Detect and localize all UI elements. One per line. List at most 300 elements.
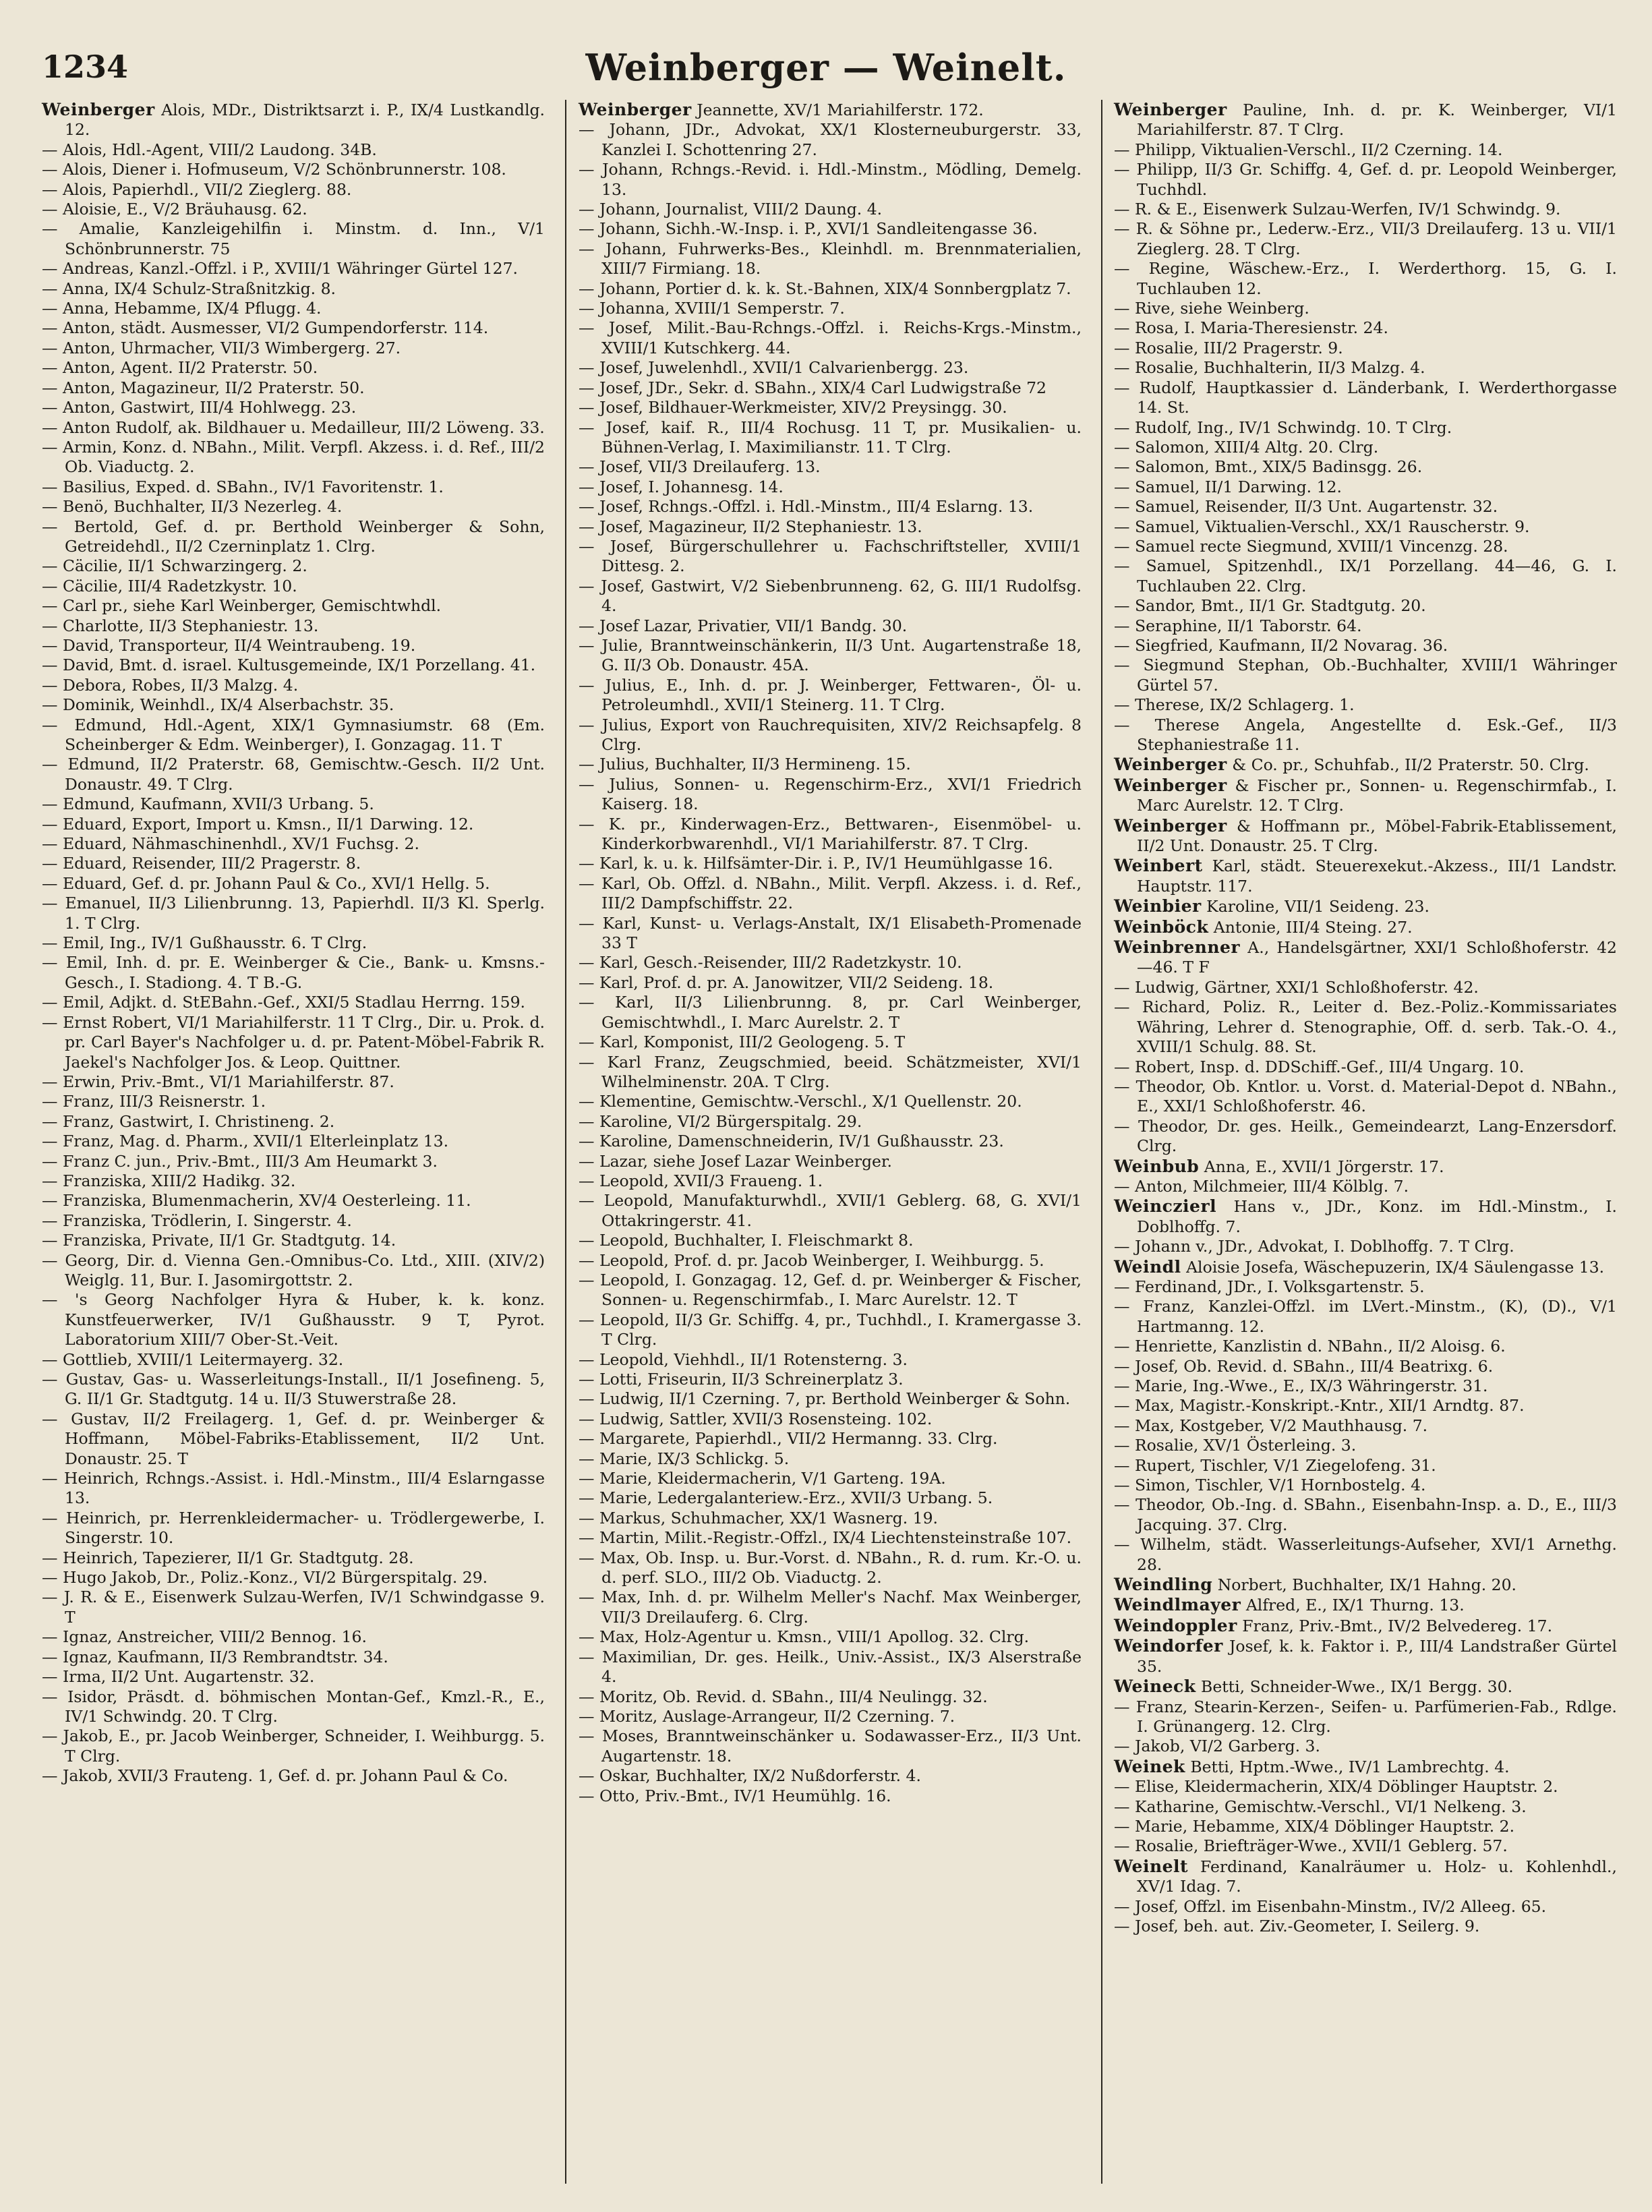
entry-text: — Ignaz, Kaufmann, II/3 Rembrandtstr. 34. <box>42 1647 388 1666</box>
entry-text: — Julius, Export von Rauchrequisiten, XIV/2 Reichsapfelg. 8 Clrg. <box>579 715 1082 754</box>
entry-text: — Rosa, I. Maria-Theresienstr. 24. <box>1114 318 1388 338</box>
directory-entry <box>1114 1737 1617 1756</box>
directory-entry <box>42 596 545 616</box>
directory-entry <box>579 1726 1082 1766</box>
column-divider <box>565 100 566 2184</box>
directory-entry <box>579 219 1082 239</box>
directory-entry <box>579 1032 1082 1052</box>
directory-entry <box>42 755 545 794</box>
entry-text: — Katharine, Gemischtw.-Verschl., VI/1 Nelkeng. 3. <box>1114 1797 1527 1816</box>
directory-entry <box>1114 477 1617 497</box>
directory-entry <box>579 239 1082 279</box>
entry-surname: Weindorfer <box>1114 1636 1223 1656</box>
entry-text: — Erwin, Priv.-Bmt., VI/1 Mariahilferstr. 87. <box>42 1072 394 1091</box>
entry-text: — Leopold, Manufakturwhdl., XVII/1 Geblerg. 68, G. XVI/1 Ottakringerstr. 41. <box>579 1191 1082 1230</box>
entry-text: — Johann, Rchngs.-Revid. i. Hdl.-Minstm., Mödling, Demelg. 13. <box>579 160 1082 199</box>
directory-entry <box>42 100 545 140</box>
entry-text: — Anton Rudolf, ak. Bildhauer u. Medailleur, III/2 Löweng. 33. <box>42 417 545 437</box>
entry-text: — Henriette, Kanzlistin d. NBahn., II/2 Aloisg. 6. <box>1114 1337 1506 1356</box>
directory-entry <box>42 794 545 814</box>
page-number: 1234 <box>42 49 129 85</box>
entry-text: Karoline, VII/1 Seideng. 23. <box>1201 897 1429 916</box>
directory-entry <box>579 1707 1082 1726</box>
entry-text: — Moritz, Ob. Revid. d. SBahn., III/4 Neulingg. 32. <box>579 1687 988 1706</box>
entry-text: — Franz C. jun., Priv.-Bmt., III/3 Am Heumarkt 3. <box>42 1151 438 1171</box>
entry-text: — Edmund, Hdl.-Agent, XIX/1 Gymnasiumstr. 68 (Em. Scheinberger & Edm. Weinberger), I. Gonzagag. 11. T <box>42 715 545 754</box>
entry-surname: Weinelt <box>1114 1856 1189 1876</box>
entry-text: — Rosalie, XV/1 Österleing. 3. <box>1114 1436 1357 1455</box>
directory-entry <box>1114 1476 1617 1495</box>
entry-text: — Julie, Branntweinschänkerin, II/3 Unt. Augartenstraße 18, G. II/3 Ob. Donaustr. 45A. <box>579 635 1082 675</box>
entry-text: — Leopold, Prof. d. pr. Jacob Weinberger, I. Weihburgg. 5. <box>579 1250 1044 1270</box>
entry-text: — Marie, Ledergalanteriew.-Erz., XVII/3 Urbang. 5. <box>579 1488 993 1508</box>
directory-entry <box>42 1152 545 1171</box>
directory-entry <box>579 100 1082 120</box>
directory-entry <box>42 477 545 497</box>
directory-entry <box>42 1290 545 1349</box>
directory-entry <box>42 1013 545 1072</box>
directory-entry <box>1114 299 1617 318</box>
directory-entry <box>579 1251 1082 1271</box>
entry-text: — Franziska, Private, II/1 Gr. Stadtgutg. 14. <box>42 1231 396 1250</box>
entry-text: — Hugo Jakob, Dr., Poliz.-Konz., VI/2 Bürgerspitalg. 29. <box>42 1568 488 1588</box>
directory-entry <box>1114 1616 1617 1636</box>
entry-text: — Emil, Adjkt. d. StEBahn.-Gef., XXI/5 Stadlau Herrng. 159. <box>42 993 526 1012</box>
entry-text: Jeannette, XV/1 Mariahilferstr. 172. <box>691 100 984 119</box>
entry-text: — Anton, Agent. II/2 Praterstr. 50. <box>42 358 318 378</box>
entry-text: — Karl, Prof. d. pr. A. Janowitzer, VII/2 Seideng. 18. <box>579 972 994 992</box>
entry-text: — Moses, Branntweinschänker u. Sodawasser-Erz., II/3 Unt. Augartenstr. 18. <box>579 1726 1082 1766</box>
directory-entry <box>579 953 1082 972</box>
directory-entry <box>579 636 1082 676</box>
entry-text: — R. & E., Eisenwerk Sulzau-Werfen, IV/1 Schwindg. 9. <box>1114 200 1561 219</box>
entry-text: — Emil, Inh. d. pr. E. Weinberger & Cie., Bank- u. Kmsns.-Gesch., I. Stadiong. 4. T B.-G. <box>42 953 545 992</box>
directory-entry <box>579 1271 1082 1310</box>
entry-text: — Aloisie, E., V/2 Bräuhausg. 62. <box>42 200 307 219</box>
directory-entry <box>42 140 545 160</box>
entry-text: — Markus, Schuhmacher, XX/1 Wasnerg. 19. <box>579 1508 939 1527</box>
directory-entry <box>579 378 1082 398</box>
entry-text: — Johann, Fuhrwerks-Bes., Kleinhdl. m. Brennmaterialien, XIII/7 Firmiang. 18. <box>579 239 1082 279</box>
directory-entry <box>42 1409 545 1469</box>
directory-entry <box>1114 556 1617 596</box>
entry-text: — Eduard, Reisender, III/2 Pragerstr. 8. <box>42 854 361 873</box>
directory-entry <box>42 160 545 179</box>
entry-text: — Anton, Magazineur, II/2 Praterstr. 50. <box>42 378 365 397</box>
entry-text: — Josef, Bürgerschullehrer u. Fachschriftsteller, XVIII/1 Dittesg. 2. <box>579 536 1082 576</box>
directory-entry <box>579 1469 1082 1488</box>
entry-text: — Basilius, Exped. d. SBahn., IV/1 Favoritenstr. 1. <box>42 477 444 496</box>
entry-text: — Franz, Gastwirt, I. Christineng. 2. <box>42 1111 335 1131</box>
directory-entry <box>1114 636 1617 656</box>
entry-text: — Rive, siehe Weinberg. <box>1114 299 1309 318</box>
directory-entry <box>579 358 1082 378</box>
directory-entry <box>42 1171 545 1191</box>
directory-entry <box>42 180 545 200</box>
directory-entry <box>579 775 1082 815</box>
entry-text: — Julius, Buchhalter, II/3 Hermineng. 15. <box>579 755 911 774</box>
entry-text: — Andreas, Kanzl.-Offzl. i P., XVIII/1 Währinger Gürtel 127. <box>42 259 519 279</box>
entry-text: — Ludwig, Sattler, XVII/3 Rosensteing. 102. <box>579 1409 933 1428</box>
entry-text: Josef, k. k. Faktor i. P., III/4 Landstraßer Gürtel 35. <box>1137 1637 1617 1676</box>
directory-entry <box>1114 1177 1617 1196</box>
directory-entry <box>42 1211 545 1231</box>
directory-entry <box>1114 1297 1617 1337</box>
entry-text: — Karl, Gesch.-Reisender, III/2 Radetzkystr. 10. <box>579 953 962 972</box>
entry-text: — Max, Ob. Insp. u. Bur.-Vorst. d. NBahn., R. d. rum. Kr.-O. u. d. perf. SLO., III/2 Ob. Viaductg. 2. <box>579 1548 1082 1588</box>
directory-entry <box>579 1786 1082 1806</box>
directory-entry <box>1114 1575 1617 1595</box>
entry-text: — Salomon, Bmt., XIX/5 Badinsgg. 26. <box>1114 457 1423 477</box>
directory-entry <box>42 418 545 438</box>
entry-text: — Leopold, II/3 Gr. Schiffg. 4, pr., Tuchhdl., I. Kramergasse 3. T Clrg. <box>579 1310 1082 1349</box>
directory-entry <box>579 1191 1082 1231</box>
entry-text: — Isidor, Präsdt. d. böhmischen Montan-Gef., Kmzl.-R., E., IV/1 Schwindg. 20. T Clrg. <box>42 1687 545 1726</box>
directory-entry <box>1114 1917 1617 1936</box>
directory-entry <box>1114 537 1617 556</box>
entry-text: — Johann v., JDr., Advokat, I. Doblhoffg. 7. T Clrg. <box>1114 1237 1514 1256</box>
directory-entry <box>42 1766 545 1786</box>
entry-text: — Johann, JDr., Advokat, XX/1 Klosterneuburgerstr. 33, Kanzlei I. Schottenring 27. <box>579 120 1082 159</box>
directory-entry <box>42 1568 545 1588</box>
entry-text: — Leopold, Viehhdl., II/1 Rotensterng. 3. <box>579 1349 908 1369</box>
directory-entry <box>1114 1436 1617 1455</box>
entry-text: — Robert, Insp. d. DDSchiff.-Gef., III/4 Ungarg. 10. <box>1114 1057 1525 1076</box>
directory-entry <box>579 1152 1082 1171</box>
entry-text: — Alois, Hdl.-Agent, VIII/2 Laudong. 34B. <box>42 140 377 159</box>
directory-entry <box>42 1627 545 1647</box>
directory-entry <box>1114 1337 1617 1356</box>
entry-surname: Weindl <box>1114 1256 1181 1277</box>
entry-text: — Max, Magistr.-Konskript.-Kntr., XII/1 Arndtg. 87. <box>1114 1396 1525 1416</box>
entry-text: — Josef, kaif. R., III/4 Rochusg. 11 T, pr. Musikalien- u. Bühnen-Verlag, I. Maximilianstr. 11. T Clrg. <box>579 417 1082 457</box>
entry-text: — Benö, Buchhalter, II/3 Nezerleg. 4. <box>42 497 343 517</box>
entry-text: — Karl Franz, Zeugschmied, beeid. Schätzmeister, XVI/1 Wilhelminenstr. 20A. T Clrg. <box>579 1052 1082 1091</box>
entry-text: — Carl pr., siehe Karl Weinberger, Gemischtwhdl. <box>42 596 442 616</box>
entry-text: — Gustav, II/2 Freilagerg. 1, Gef. d. pr. Weinberger & Hoffmann, Möbel-Fabriks-Etablissement, II/2 Unt. Donaustr. 25. T <box>42 1409 545 1468</box>
entry-text: — Josef, Bildhauer-Werkmeister, XIV/2 Preysingg. 30. <box>579 398 1007 417</box>
entry-text: Hans v., JDr., Konz. im Hdl.-Minstm., I. Doblhoffg. 7. <box>1137 1197 1617 1236</box>
directory-entry <box>42 894 545 933</box>
entry-text: — Jakob, XVII/3 Frauteng. 1, Gef. d. pr. Johann Paul & Co. <box>42 1766 508 1786</box>
entry-text: — Siegfried, Kaufmann, II/2 Novarag. 36. <box>1114 635 1448 655</box>
entry-text: — Franziska, Blumenmacherin, XV/4 Oesterleing. 11. <box>42 1191 471 1211</box>
directory-entry <box>42 1370 545 1409</box>
directory-entry <box>42 695 545 715</box>
entry-text: — Salomon, XIII/4 Altg. 20. Clrg. <box>1114 437 1379 457</box>
directory-entry <box>579 973 1082 993</box>
directory-entry <box>42 1588 545 1627</box>
entry-text: — Marie, IX/3 Schlickg. 5. <box>579 1449 790 1468</box>
directory-entry <box>579 874 1082 914</box>
directory-entry <box>579 1528 1082 1548</box>
directory-entry <box>1114 1777 1617 1797</box>
page-title: Weinberger — Weinelt. <box>585 46 1067 89</box>
entry-text: — Franz, Kanzlei-Offzl. im LVert.-Minstm., (K), (D)., V/1 Hartmanng. 12. <box>1114 1297 1617 1336</box>
entry-text: — Maximilian, Dr. ges. Heilk., Univ.-Assist., IX/3 Alserstraße 4. <box>579 1647 1082 1687</box>
entry-text: Alois, MDr., Distriktsarzt i. P., IX/4 Lustkandlg. 12. <box>65 100 545 140</box>
entry-text: — K. pr., Kinderwagen-Erz., Bettwaren-, Eisenmöbel- u. Kinderkorbwarenhdl., VI/1 Mariahilferstr. 87. T Clrg. <box>579 814 1082 854</box>
directory-entry <box>42 279 545 299</box>
entry-text: — Theodor, Ob.-Ing. d. SBahn., Eisenbahn-Insp. a. D., E., III/3 Jacquing. 37. Clrg. <box>1114 1495 1617 1534</box>
directory-entry <box>579 160 1082 200</box>
directory-entry <box>1114 339 1617 358</box>
entry-text: — Rosalie, Buchhalterin, II/3 Malzg. 4. <box>1114 358 1425 378</box>
directory-entry <box>579 279 1082 299</box>
entry-text: — Josef, Magazineur, II/2 Stephaniestr. 13. <box>579 517 922 536</box>
directory-entry <box>1114 1396 1617 1416</box>
entry-surname: Weinberger <box>1114 100 1227 119</box>
directory-entry <box>1114 378 1617 418</box>
directory-entry <box>579 616 1082 636</box>
entry-text: Alfred, E., IX/1 Thurng. 13. <box>1241 1596 1465 1615</box>
directory-entry <box>579 1132 1082 1151</box>
entry-text: — Rudolf, Ing., IV/1 Schwindg. 10. T Clrg. <box>1114 417 1452 437</box>
directory-entry <box>42 1132 545 1151</box>
directory-entry <box>42 378 545 398</box>
directory-entry <box>579 457 1082 477</box>
entry-surname: Weindlmayer <box>1114 1595 1241 1615</box>
directory-entry <box>1114 896 1617 916</box>
directory-entry <box>579 1389 1082 1409</box>
entry-text: Betti, Schneider-Wwe., IX/1 Bergg. 30. <box>1196 1677 1513 1697</box>
directory-entry <box>42 1350 545 1370</box>
entry-text: — Josef, Milit.-Bau-Rchngs.-Offzl. i. Reichs-Krgs.-Minstm., XVIII/1 Kutschkerg. 44. <box>579 318 1082 357</box>
entry-text: — Heinrich, pr. Herrenkleidermacher- u. Trödlergewerbe, I. Singerstr. 10. <box>42 1508 545 1548</box>
directory-entry <box>1114 358 1617 378</box>
directory-entry <box>42 933 545 953</box>
entry-surname: Weinczierl <box>1114 1196 1217 1217</box>
directory-entry <box>42 716 545 755</box>
entry-text: — Rosalie, Briefträger-Wwe., XVII/1 Geblerg. 57. <box>1114 1836 1508 1856</box>
directory-entry <box>1114 438 1617 457</box>
directory-entry <box>1114 716 1617 755</box>
entry-surname: Weinbert <box>1114 856 1203 876</box>
directory-entry <box>579 1350 1082 1370</box>
directory-entry <box>1114 1857 1617 1897</box>
entry-text: — Marie, Hebamme, XIX/4 Döblinger Hauptstr. 2. <box>1114 1816 1515 1836</box>
directory-entry <box>1114 997 1617 1057</box>
entry-text: Franz, Priv.-Bmt., IV/2 Belvedereg. 17. <box>1237 1616 1553 1635</box>
directory-entry <box>1114 656 1617 695</box>
entry-text: — Ferdinand, JDr., I. Volksgartenstr. 5. <box>1114 1277 1425 1296</box>
directory-entry <box>1114 856 1617 896</box>
entry-text: & Hoffmann pr., Möbel-Fabrik-Etablissement, II/2 Unt. Donaustr. 25. T Clrg. <box>1137 816 1617 856</box>
entry-text: — Heinrich, Tapezierer, II/1 Gr. Stadtgutg. 28. <box>42 1548 414 1567</box>
directory-entry <box>579 537 1082 577</box>
directory-entry <box>42 1687 545 1727</box>
directory-entry <box>579 1370 1082 1389</box>
directory-entry <box>579 914 1082 954</box>
directory-entry <box>579 497 1082 517</box>
entry-text: — Elise, Kleidermacherin, XIX/4 Döblinger Hauptstr. 2. <box>1114 1777 1558 1797</box>
directory-entry <box>1114 219 1617 259</box>
directory-entry <box>579 1429 1082 1449</box>
directory-entry <box>42 636 545 656</box>
entry-surname: Weindling <box>1114 1575 1213 1595</box>
directory-entry <box>579 676 1082 716</box>
entry-text: — Franziska, Trödlerin, I. Singerstr. 4. <box>42 1211 352 1230</box>
entry-text: — Samuel recte Siegmund, XVIII/1 Vincenzg. 28. <box>1114 536 1508 556</box>
entry-text: — Jakob, VI/2 Garberg. 3. <box>1114 1737 1320 1756</box>
directory-entry <box>579 1548 1082 1588</box>
directory-entry <box>579 716 1082 755</box>
directory-entry <box>1114 616 1617 636</box>
entry-surname: Weinbub <box>1114 1156 1200 1176</box>
entry-text: — Emil, Ing., IV/1 Gußhausstr. 6. T Clrg. <box>42 933 367 953</box>
entry-text: — Simon, Tischler, V/1 Hornbostelg. 4. <box>1114 1476 1426 1495</box>
directory-entry <box>1114 1057 1617 1077</box>
directory-entry <box>579 1231 1082 1250</box>
entry-text: — Therese Angela, Angestellte d. Esk.-Gef., II/3 Stephaniestraße 11. <box>1114 715 1617 754</box>
directory-entry <box>579 1409 1082 1429</box>
directory-entry <box>42 318 545 338</box>
directory-entry <box>1114 978 1617 997</box>
entry-text: — Margarete, Papierhdl., VII/2 Hermanng. 33. Clrg. <box>579 1429 998 1449</box>
entry-text: — Emanuel, II/3 Lilienbrunng. 13, Papierhdl. II/3 Kl. Sperlg. 1. T Clrg. <box>42 894 545 933</box>
directory-entry <box>1114 517 1617 537</box>
entry-text: — Ludwig, II/1 Czerning. 7, pr. Berthold Weinberger & Sohn. <box>579 1389 1071 1409</box>
directory-entry <box>42 1112 545 1132</box>
entry-surname: Weinberger <box>1114 755 1227 775</box>
entry-text: — Eduard, Export, Import u. Kmsn., II/1 Darwing. 12. <box>42 814 474 834</box>
entry-text: — Irma, II/2 Unt. Augartenstr. 32. <box>42 1667 315 1687</box>
directory-entry <box>579 120 1082 160</box>
directory-entry <box>42 299 545 318</box>
entry-text: — 's Georg Nachfolger Hyra & Huber, k. k. konz. Kunstfeuerwerker, IV/1 Gußhausstr. 9 T, Pyrot. Laboratorium XIII/7 Ober-St.-Veit. <box>42 1290 545 1349</box>
directory-entry <box>579 1687 1082 1707</box>
entry-text: — Max, Inh. d. pr. Wilhelm Meller's Nachf. Max Weinberger, VII/3 Dreilauferg. 6. Clrg. <box>579 1588 1082 1627</box>
directory-entry <box>1114 160 1617 200</box>
entry-text: Ferdinand, Kanalräumer u. Holz- u. Kohlenhdl., XV/1 Idag. 7. <box>1137 1857 1617 1896</box>
entry-text: — Ernst Robert, VI/1 Mariahilferstr. 11 T Clrg., Dir. u. Prok. d. pr. Carl Bayer's Nachfolger u. d. pr. Patent-Möbel-Fabrik R. Jaekel's Nachfolger Jos. & Leop. Quittner. <box>42 1012 545 1072</box>
entry-text: — Amalie, Kanzleigehilfin i. Minstm. d. Inn., V/1 Schönbrunnerstr. 75 <box>42 219 545 258</box>
directory-entry <box>1114 140 1617 160</box>
column-1 <box>42 100 545 1786</box>
entry-surname: Weineck <box>1114 1677 1196 1697</box>
directory-entry <box>579 1449 1082 1469</box>
entry-text: — Josef, I. Johannesg. 14. <box>579 477 784 496</box>
directory-entry <box>42 577 545 596</box>
directory-entry <box>579 200 1082 219</box>
directory-entry <box>42 339 545 358</box>
entry-text: — Anna, Hebamme, IX/4 Pflugg. 4. <box>42 299 322 318</box>
entry-text: — Anton, Gastwirt, III/4 Hohlwegg. 23. <box>42 398 357 417</box>
entry-surname: Weinbrenner <box>1114 937 1241 958</box>
directory-entry <box>579 993 1082 1032</box>
entry-text: — Franz, Stearin-Kerzen-, Seifen- u. Parfümerien-Fab., Rdlge. I. Grünangerg. 12. Clrg. <box>1114 1697 1617 1736</box>
directory-entry <box>579 418 1082 458</box>
entry-surname: Weindoppler <box>1114 1615 1237 1635</box>
entry-text: — Lazar, siehe Josef Lazar Weinberger. <box>579 1151 893 1171</box>
entry-text: — Cäcilie, III/4 Radetzkystr. 10. <box>42 576 297 595</box>
entry-text: — Franziska, XIII/2 Hadikg. 32. <box>42 1171 296 1190</box>
entry-text: — Karl, Ob. Offzl. d. NBahn., Milit. Verpfl. Akzess. i. d. Ref., III/2 Dampfschiffstr. 22. <box>579 873 1082 913</box>
entry-text: — Johann, Journalist, VIII/2 Daung. 4. <box>579 200 883 219</box>
entry-text: — Karl, Komponist, III/2 Geologeng. 5. T <box>579 1032 906 1052</box>
directory-entry <box>42 854 545 873</box>
entry-text: — Philipp, II/3 Gr. Schiffg. 4, Gef. d. pr. Leopold Weinberger, Tuchhdl. <box>1114 160 1617 199</box>
directory-entry <box>42 1548 545 1568</box>
entry-text: — David, Bmt. d. israel. Kultusgemeinde, IX/1 Porzellang. 41. <box>42 656 536 675</box>
entry-surname: Weinberger <box>1114 775 1227 795</box>
directory-entry <box>42 219 545 259</box>
entry-text: — Armin, Konz. d. NBahn., Milit. Verpfl. Akzess. i. d. Ref., III/2 Ob. Viaductg. 2. <box>42 437 545 477</box>
entry-text: — Anton, Uhrmacher, VII/3 Wimbergerg. 27. <box>42 338 401 357</box>
entry-text: — Julius, Sonnen- u. Regenschirm-Erz., XVI/1 Friedrich Kaiserg. 18. <box>579 774 1082 814</box>
entry-text: — Leopold, I. Gonzagag. 12, Gef. d. pr. Weinberger & Fischer, Sonnen- u. Regenschirmfab., I. Marc Aurelstr. 12. T <box>579 1270 1082 1310</box>
entry-text: — Max, Kostgeber, V/2 Mauthhausg. 7. <box>1114 1416 1428 1435</box>
entry-text: Antonie, III/4 Steing. 27. <box>1208 917 1413 937</box>
directory-entry <box>1114 1456 1617 1476</box>
directory-entry <box>42 398 545 417</box>
entry-text: — Max, Holz-Agentur u. Kmsn., VIII/1 Apollog. 32. Clrg. <box>579 1627 1030 1647</box>
directory-entry <box>579 477 1082 497</box>
directory-entry <box>42 438 545 477</box>
directory-entry <box>1114 816 1617 856</box>
entry-text: — Martin, Milit.-Registr.-Offzl., IX/4 Liechtensteinstraße 107. <box>579 1528 1072 1548</box>
entry-text: — Josef Lazar, Privatier, VII/1 Bandg. 30. <box>579 616 908 635</box>
entry-surname: Weinbier <box>1114 896 1202 916</box>
directory-entry <box>1114 318 1617 338</box>
directory-entry <box>579 1053 1082 1093</box>
directory-entry <box>42 1509 545 1548</box>
directory-entry <box>42 497 545 517</box>
directory-entry <box>1114 1636 1617 1677</box>
entry-surname: Weinek <box>1114 1756 1185 1776</box>
entry-text: — Samuel, II/1 Darwing. 12. <box>1114 477 1342 496</box>
directory-entry <box>579 1488 1082 1508</box>
directory-entry <box>1114 1277 1617 1297</box>
entry-text: — Josef, VII/3 Dreilauferg. 13. <box>579 457 821 477</box>
directory-entry <box>1114 1897 1617 1917</box>
directory-entry <box>42 616 545 636</box>
entry-text: — Johann, Sichh.-W.-Insp. i. P., XVI/1 Sandleitengasse 36. <box>579 219 1038 239</box>
directory-entry <box>42 1726 545 1766</box>
directory-entry <box>42 874 545 894</box>
directory-entry <box>1114 1077 1617 1117</box>
directory-entry <box>1114 100 1617 140</box>
directory-entry <box>1114 1757 1617 1777</box>
entry-text: — Anton, Milchmeier, III/4 Kölblg. 7. <box>1114 1176 1409 1196</box>
entry-text: — Rudolf, Hauptkassier d. Länderbank, I. Werderthorgasse 14. St. <box>1114 378 1617 417</box>
directory-entry <box>42 556 545 576</box>
directory-entry <box>42 815 545 834</box>
entry-text: — Regine, Wäschew.-Erz., I. Werderthorg. 15, G. I. Tuchlauben 12. <box>1114 259 1617 298</box>
entry-text: — Therese, IX/2 Schlagerg. 1. <box>1114 695 1355 715</box>
directory-entry <box>1114 1697 1617 1737</box>
directory-entry <box>1114 1535 1617 1575</box>
entry-text: — Leopold, XVII/3 Fraueng. 1. <box>579 1171 823 1190</box>
entry-text: Anna, E., XVII/1 Jörgerstr. 17. <box>1199 1157 1444 1176</box>
directory-entry <box>579 1627 1082 1647</box>
entry-text: — Johann, Portier d. k. k. St.-Bahnen, XIX/4 Sonnbergplatz 7. <box>579 279 1071 298</box>
directory-entry <box>1114 937 1617 978</box>
entry-text: — Franz, Mag. d. Pharm., XVII/1 Elterleinplatz 13. <box>42 1132 449 1151</box>
entry-text: — Bertold, Gef. d. pr. Berthold Weinberger & Sohn, Getreidehdl., II/2 Czerninplatz 1. Clrg. <box>42 517 545 556</box>
entry-text: — Anna, IX/4 Schulz-Straßnitzkig. 8. <box>42 279 336 298</box>
entry-text: — Georg, Dir. d. Vienna Gen.-Omnibus-Co. Ltd., XIII. (XIV/2) Weiglg. 11, Bur. I. Jasomirgottstr. 2. <box>42 1250 545 1289</box>
entry-text: — Debora, Robes, II/3 Malzg. 4. <box>42 675 299 695</box>
directory-entry <box>1114 418 1617 438</box>
entry-surname: Weinberger <box>1114 815 1227 836</box>
directory-entry <box>579 1588 1082 1627</box>
entry-text: — Rosalie, III/2 Pragerstr. 9. <box>1114 338 1343 357</box>
entry-text: — Cäcilie, II/1 Schwarzingerg. 2. <box>42 556 307 576</box>
entry-text: — Jakob, E., pr. Jacob Weinberger, Schneider, I. Weihburgg. 5. T Clrg. <box>42 1726 545 1766</box>
entry-text: — Charlotte, II/3 Stephaniestr. 13. <box>42 616 319 635</box>
directory-entry <box>42 358 545 378</box>
